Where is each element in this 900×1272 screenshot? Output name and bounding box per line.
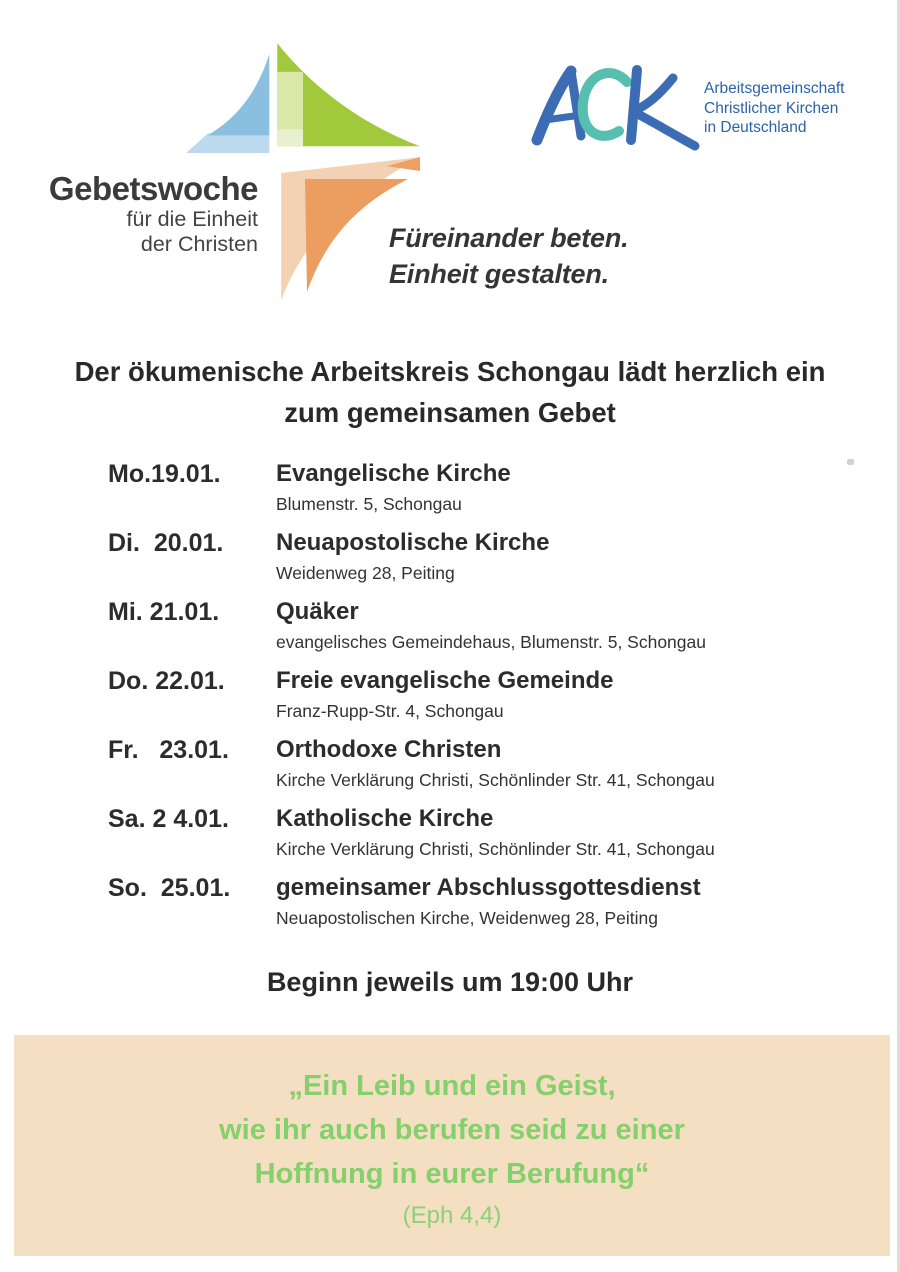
quote-line-1: „Ein Leib und ein Geist, <box>288 1070 616 1102</box>
quote-reference: (Eph 4,4) <box>402 1202 502 1229</box>
schedule-address: Neuapostolischen Kirche, Weidenweg 28, Peiting <box>276 908 658 928</box>
ack-logo-icon <box>523 58 703 168</box>
schedule-day: Di. 20.01. <box>108 529 224 557</box>
schedule-row-thursday <box>108 666 878 722</box>
motto <box>389 220 628 292</box>
schedule-church: Orthodoxe Christen <box>276 736 502 763</box>
schedule-entry <box>276 735 878 791</box>
gebetswoche-subtitle-2: der Christen <box>140 232 258 256</box>
schedule-church: Quäker <box>276 598 359 625</box>
schedule-day: Do. 22.01. <box>108 667 225 695</box>
gebetswoche-title: Gebetswoche <box>48 170 258 207</box>
schedule-row-wednesday <box>108 597 878 653</box>
motto-line-2: Einheit gestalten. <box>389 259 609 289</box>
gebetswoche-wordmark <box>0 170 258 257</box>
ack-org-line-2: Christlicher Kirchen <box>704 99 839 117</box>
ack-org-name <box>704 79 844 138</box>
schedule-address: Kirche Verklärung Christi, Schönlinder Str. 41, Schongau <box>276 770 715 790</box>
scan-speck <box>847 459 854 465</box>
schedule-entry <box>276 804 878 860</box>
motto-line-1: Füreinander beten. <box>389 223 629 253</box>
schedule-entry <box>276 666 878 722</box>
invitation-line-2: zum gemeinsamen Gebet <box>284 397 616 428</box>
schedule-row-saturday <box>108 804 878 860</box>
schedule-entry <box>276 528 878 584</box>
quote-line-3: Hoffnung in eurer Berufung“ <box>254 1158 650 1190</box>
schedule-day: Mo.19.01. <box>108 460 221 488</box>
schedule-address: Weidenweg 28, Peiting <box>276 563 455 583</box>
gebetswoche-subtitle-1: für die Einheit <box>126 207 258 231</box>
schedule-day: Sa. 2 4.01. <box>108 805 229 833</box>
invitation-line-1: Der ökumenische Arbeitskreis Schongau lädt herzlich ein <box>74 356 826 387</box>
time-note: Beginn jeweils um 19:00 Uhr <box>266 967 634 997</box>
cross-light-blue-band <box>186 133 269 153</box>
quote-box <box>14 1035 890 1256</box>
ack-org-line-3: in Deutschland <box>704 119 807 136</box>
invitation-heading <box>0 351 900 433</box>
schedule-church: gemeinsamer Abschlussgottesdienst <box>276 874 701 901</box>
schedule-list <box>108 459 878 942</box>
quote-line-2: wie ihr auch berufen seid zu einer <box>219 1114 685 1146</box>
schedule-address: Kirche Verklärung Christi, Schönlinder Str. 41, Schongau <box>276 839 715 859</box>
schedule-address: Blumenstr. 5, Schongau <box>276 494 462 514</box>
ack-org-line-1: Arbeitsgemeinschaft <box>704 80 845 97</box>
schedule-day: So. 25.01. <box>108 874 231 902</box>
cross-lighter-green-strip <box>277 129 303 146</box>
schedule-address: Franz-Rupp-Str. 4, Schongau <box>276 701 504 721</box>
schedule-day: Mi. 21.01. <box>108 598 220 626</box>
schedule-entry <box>276 597 878 653</box>
schedule-church: Freie evangelische Gemeinde <box>276 667 614 694</box>
schedule-church: Neuapostolische Kirche <box>276 529 550 556</box>
cross-blue-sail <box>208 54 269 135</box>
schedule-church: Katholische Kirche <box>276 805 494 832</box>
ack-wordmark-text <box>0 0 1 1</box>
schedule-address: evangelisches Gemeindehaus, Blumenstr. 5, Schongau <box>276 632 706 652</box>
schedule-church: Evangelische Kirche <box>276 460 511 487</box>
schedule-row-tuesday <box>108 528 878 584</box>
schedule-day: Fr. 23.01. <box>108 736 229 764</box>
schedule-row-sunday <box>108 873 878 929</box>
schedule-entry <box>276 459 878 515</box>
schedule-row-monday <box>108 459 878 515</box>
schedule-entry <box>276 873 878 929</box>
schedule-row-friday <box>108 735 878 791</box>
